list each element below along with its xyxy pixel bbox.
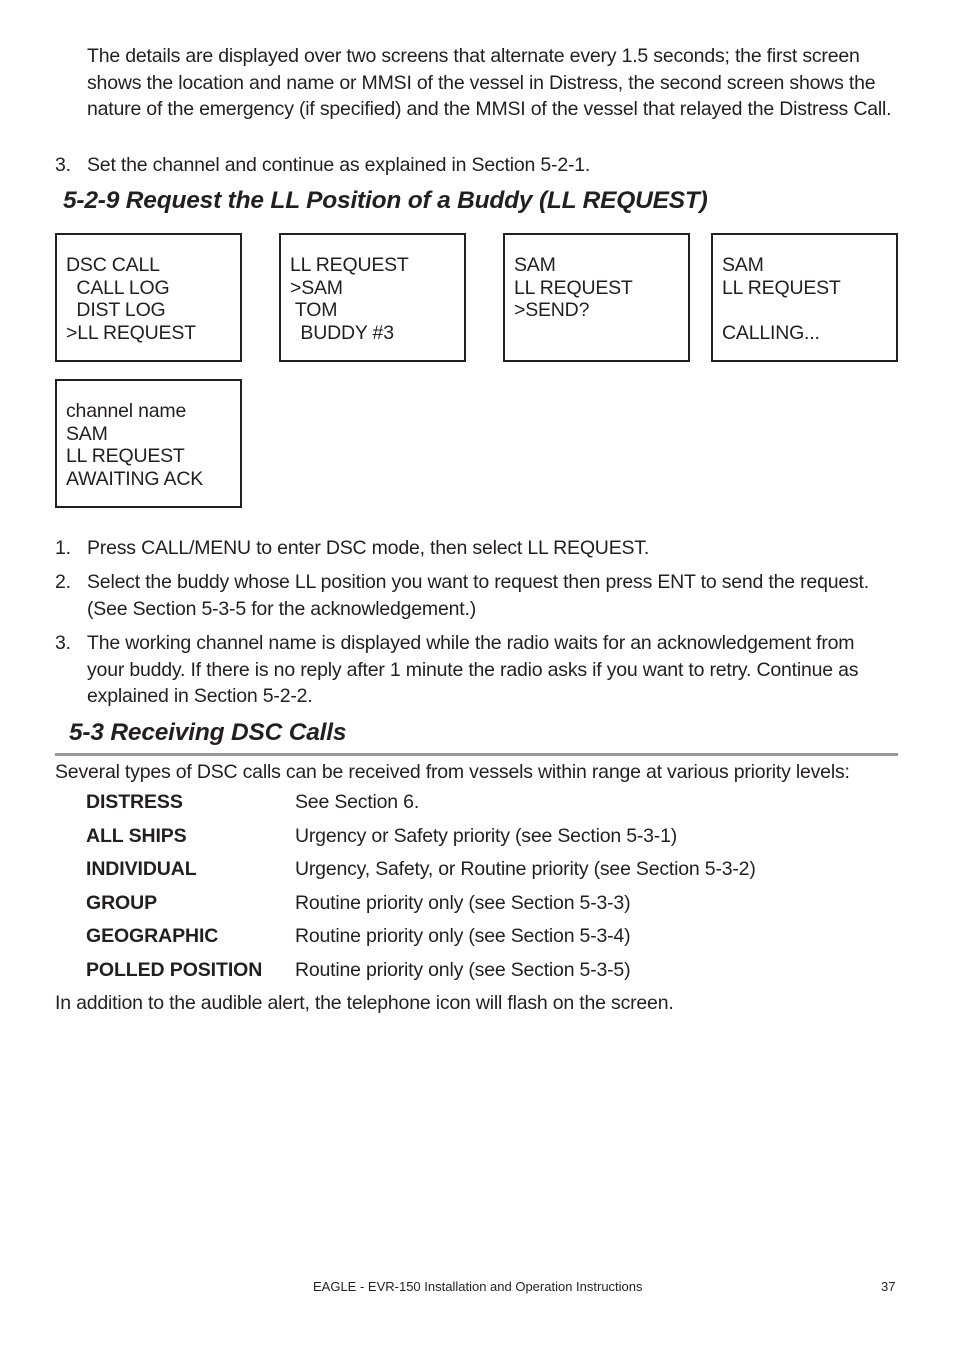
section-heading-5-2-9: 5-2-9 Request the LL Position of a Buddy (LL REQUEST) — [63, 187, 708, 214]
call-type-term: POLLED POSITION — [86, 959, 263, 981]
section-heading-5-3: 5-3 Receiving DSC Calls — [69, 719, 347, 746]
lcd-screen-buddy-select: LL REQUEST >SAM TOM BUDDY #3 — [279, 233, 466, 362]
lcd-screen-awaiting-ack: channel name SAM LL REQUEST AWAITING ACK — [55, 379, 242, 508]
footer-title: EAGLE - EVR-150 Installation and Operation Instructions — [313, 1279, 643, 1294]
call-type-desc: Routine priority only (see Section 5-3-3) — [295, 892, 631, 914]
call-type-desc: See Section 6. — [295, 791, 420, 813]
step-text: Select the buddy whose LL position you want to request then press ENT to send the request. (See Section 5-3-5 for the acknowledgement.) — [87, 571, 869, 620]
lcd-screen-dsc-call: DSC CALL CALL LOG DIST LOG >LL REQUEST — [55, 233, 242, 362]
call-type-desc: Routine priority only (see Section 5-3-4) — [295, 925, 631, 947]
intro-paragraph: The details are displayed over two screens that alternate every 1.5 seconds; the first screen shows the location and name or MMSI of the vessel in Distress, the second screen shows the nature of the emergency (if specified) and the MMSI of the vessel that relayed the Distress Call. — [87, 45, 892, 120]
call-type-term: DISTRESS — [86, 791, 183, 813]
heading-rule — [55, 753, 898, 756]
step-text: Set the channel and continue as explained in Section 5-2-1. — [87, 154, 591, 176]
call-type-term: INDIVIDUAL — [86, 858, 197, 880]
page-number: 37 — [881, 1279, 896, 1294]
call-type-desc: Urgency or Safety priority (see Section 5-3-1) — [295, 825, 678, 847]
call-type-term: GEOGRAPHIC — [86, 925, 219, 947]
step-text: The working channel name is displayed while the radio waits for an acknowledgement from your buddy. If there is no reply after 1 minute the radio asks if you want to retry. Continue as explained in Section 5-2-2. — [87, 632, 859, 707]
step-number: 1. — [55, 537, 71, 559]
step-number: 3. — [55, 632, 71, 654]
section-intro: Several types of DSC calls can be received from vessels within range at various priority levels: — [55, 761, 850, 783]
call-type-desc: Urgency, Safety, or Routine priority (see Section 5-3-2) — [295, 858, 756, 880]
step-number: 2. — [55, 571, 71, 593]
lcd-screen-calling: SAM LL REQUEST CALLING... — [711, 233, 898, 362]
call-type-term: ALL SHIPS — [86, 825, 187, 847]
step-text: Press CALL/MENU to enter DSC mode, then select LL REQUEST. — [87, 537, 650, 559]
step-number: 3. — [55, 154, 71, 176]
lcd-screen-send: SAM LL REQUEST >SEND? — [503, 233, 690, 362]
closing-paragraph: In addition to the audible alert, the telephone icon will flash on the screen. — [55, 992, 674, 1014]
call-type-term: GROUP — [86, 892, 158, 914]
call-type-desc: Routine priority only (see Section 5-3-5) — [295, 959, 631, 981]
